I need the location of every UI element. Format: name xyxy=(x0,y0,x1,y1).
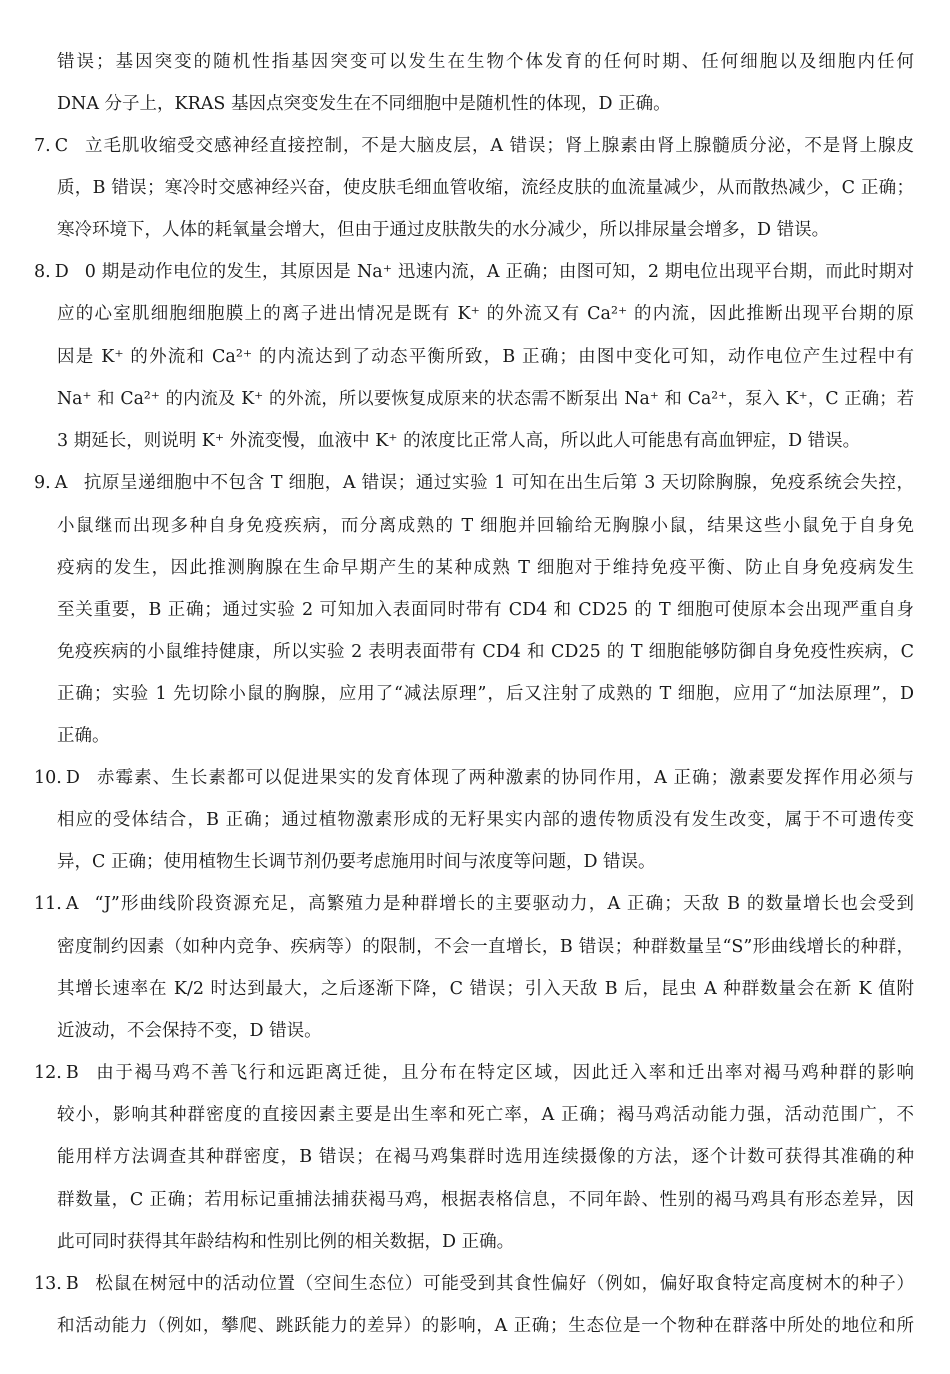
question-number: 9. xyxy=(34,473,51,493)
answer-line-start xyxy=(34,884,914,924)
answer-choice: D xyxy=(65,768,80,788)
question-number: 8. xyxy=(34,262,51,282)
answer-line xyxy=(57,1095,914,1135)
answer-choice: D xyxy=(54,262,69,282)
question-number: 13. xyxy=(34,1274,62,1294)
explanation-text: 免疫疾病的小鼠维持健康，所以实验 2 表明表面带有 CD4 和 CD25 的 T 细胞能够防御自身免疫性疾病，C xyxy=(57,642,914,662)
explanation-text: 密度制约因素（如种内竞争、疾病等）的限制，不会一直增长，B 错误；种群数量呈“S”形曲线增长的种群， xyxy=(57,937,914,957)
answer-choice: C xyxy=(54,136,69,156)
explanation-text: 抗原呈递细胞中不包含 T 细胞，A 错误；通过实验 1 可知在出生后第 3 天切除胸腺，免疫系统会失控， xyxy=(83,473,914,493)
answer-line xyxy=(57,421,914,461)
explanation-text: 和活动能力（例如，攀爬、跳跃能力的差异）的影响，A 正确；生态位是一个物种在群落中所处的地位和所 xyxy=(57,1316,914,1336)
explanation-text: 较小，影响其种群密度的直接因素主要是出生率和死亡率，A 正确；褐马鸡活动能力强，活动范围广，不 xyxy=(57,1105,914,1125)
answer-line-start xyxy=(34,1053,914,1093)
answer-line xyxy=(57,294,914,334)
answer-line xyxy=(57,379,914,419)
answer-line-start xyxy=(34,252,914,292)
answer-line xyxy=(57,42,914,82)
answer-line xyxy=(57,590,914,630)
answer-line xyxy=(57,337,914,377)
answer-line xyxy=(57,1137,914,1177)
explanation-text: 错误；基因突变的随机性指基因突变可以发生在生物个体发育的任何时期、任何细胞以及细胞内任何 xyxy=(57,52,914,72)
explanation-text: 0 期是动作电位的发生，其原因是 Na⁺ 迅速内流，A 正确；由图可知，2 期电位出现平台期，而此时期对 xyxy=(84,262,914,282)
answer-line-start xyxy=(34,1264,914,1304)
question-number: 11. xyxy=(34,894,62,914)
explanation-text: 能用样方法调查其种群密度，B 错误；在褐马鸡集群时选用连续摄像的方法，逐个计数可获得其准确的种 xyxy=(57,1147,914,1167)
explanation-text: 由于褐马鸡不善飞行和远距离迁徙，且分布在特定区域，因此迁入率和迁出率对褐马鸡种群的影响 xyxy=(94,1063,914,1083)
answer-line-start xyxy=(34,758,914,798)
explanation-text: 因是 K⁺ 的外流和 Ca²⁺ 的内流达到了动态平衡所致，B 正确；由图中变化可知，动作电位产生过程中有 xyxy=(57,347,914,367)
answer-line-start xyxy=(34,463,914,503)
explanation-text: 小鼠继而出现多种自身免疫疾病，而分离成熟的 T 细胞并回输给无胸腺小鼠，结果这些小鼠免于自身免 xyxy=(57,516,914,536)
explanation-text: 近波动，不会保持不变，D 错误。 xyxy=(57,1021,322,1041)
answer-line xyxy=(57,1222,914,1262)
question-number: 10. xyxy=(34,768,62,788)
explanation-text: 群数量，C 正确；若用标记重捕法捕获褐马鸡，根据表格信息，不同年龄、性别的褐马鸡具有形态差异，因 xyxy=(57,1190,914,1210)
question-number: 12. xyxy=(34,1063,62,1083)
explanation-text: 3 期延长，则说明 K⁺ 外流变慢，血液中 K⁺ 的浓度比正常人高，所以此人可能患有高血钾症，D 错误。 xyxy=(57,431,861,451)
answer-line xyxy=(57,674,914,714)
answer-choice: B xyxy=(65,1063,79,1083)
answer-line xyxy=(57,800,914,840)
question-number: 7. xyxy=(34,136,51,156)
answer-choice: B xyxy=(65,1274,79,1294)
explanation-text: “J”形曲线阶段资源充足，高繁殖力是种群增长的主要驱动力，A 正确；天敌 B 的数量增长也会受到 xyxy=(94,894,914,914)
explanation-text: 疫病的发生，因此推测胸腺在生命早期产生的某种成熟 T 细胞对于维持免疫平衡、防止自身免疫病发生 xyxy=(57,558,914,578)
explanation-text: 应的心室肌细胞细胞膜上的离子进出情况是既有 K⁺ 的外流又有 Ca²⁺ 的内流，因此推断出现平台期的原 xyxy=(57,304,914,324)
answer-line xyxy=(57,1011,914,1051)
answer-line-start xyxy=(34,126,914,166)
explanation-text: 其增长速率在 K/2 时达到最大，之后逐渐下降，C 错误；引入天敌 B 后，昆虫 A 种群数量会在新 K 值附 xyxy=(57,979,914,999)
answer-line xyxy=(57,84,914,124)
explanation-text: Na⁺ 和 Ca²⁺ 的内流及 K⁺ 的外流，所以要恢复成原来的状态需不断泵出 Na⁺ 和 Ca²⁺，泵入 K⁺，C 正确；若 xyxy=(57,389,914,409)
explanation-text: 此可同时获得其年龄结构和性别比例的相关数据，D 正确。 xyxy=(57,1232,515,1252)
answer-choice: A xyxy=(65,894,79,914)
answer-choice: A xyxy=(54,473,68,493)
explanation-text: 赤霉素、生长素都可以促进果实的发育体现了两种激素的协同作用，A 正确；激素要发挥作用必须与 xyxy=(95,768,914,788)
answer-line xyxy=(57,927,914,967)
explanation-text: 立毛肌收缩受交感神经直接控制，不是大脑皮层，A 错误；肾上腺素由肾上腺髓质分泌，不是肾上腺皮 xyxy=(84,136,914,156)
explanation-text: 异，C 正确；使用植物生长调节剂仍要考虑施用时间与浓度等问题，D 错误。 xyxy=(57,852,656,872)
answer-line xyxy=(57,842,914,882)
answer-line xyxy=(57,548,914,588)
explanation-text: 质，B 错误；寒冷时交感神经兴奋，使皮肤毛细血管收缩，流经皮肤的血流量减少，从而散热减少，C 正确； xyxy=(57,178,914,198)
explanation-text: 相应的受体结合，B 正确；通过植物激素形成的无籽果实内部的遗传物质没有发生改变，属于不可遗传变 xyxy=(57,810,914,830)
answer-line xyxy=(57,969,914,1009)
answer-line xyxy=(57,1306,914,1346)
explanation-text: 至关重要，B 正确；通过实验 2 可知加入表面同时带有 CD4 和 CD25 的 T 细胞可使原本会出现严重自身 xyxy=(57,600,914,620)
answer-line xyxy=(57,1180,914,1220)
answer-line xyxy=(57,632,914,672)
answer-line xyxy=(57,168,914,208)
explanation-text: 正确。 xyxy=(57,726,110,746)
answer-line xyxy=(57,716,914,756)
explanation-text: 松鼠在树冠中的活动位置（空间生态位）可能受到其食性偏好（例如，偏好取食特定高度树木的种子） xyxy=(94,1274,914,1294)
answer-line xyxy=(57,506,914,546)
explanation-text: 寒冷环境下，人体的耗氧量会增大，但由于通过皮肤散失的水分减少，所以排尿量会增多，D 错误。 xyxy=(57,220,830,240)
explanation-text: DNA 分子上，KRAS 基因点突变发生在不同细胞中是随机性的体现，D 正确。 xyxy=(57,94,671,114)
answer-line xyxy=(57,210,914,250)
explanation-text: 正确；实验 1 先切除小鼠的胸腺，应用了“减法原理”，后又注射了成熟的 T 细胞，应用了“加法原理”，D xyxy=(57,684,914,704)
